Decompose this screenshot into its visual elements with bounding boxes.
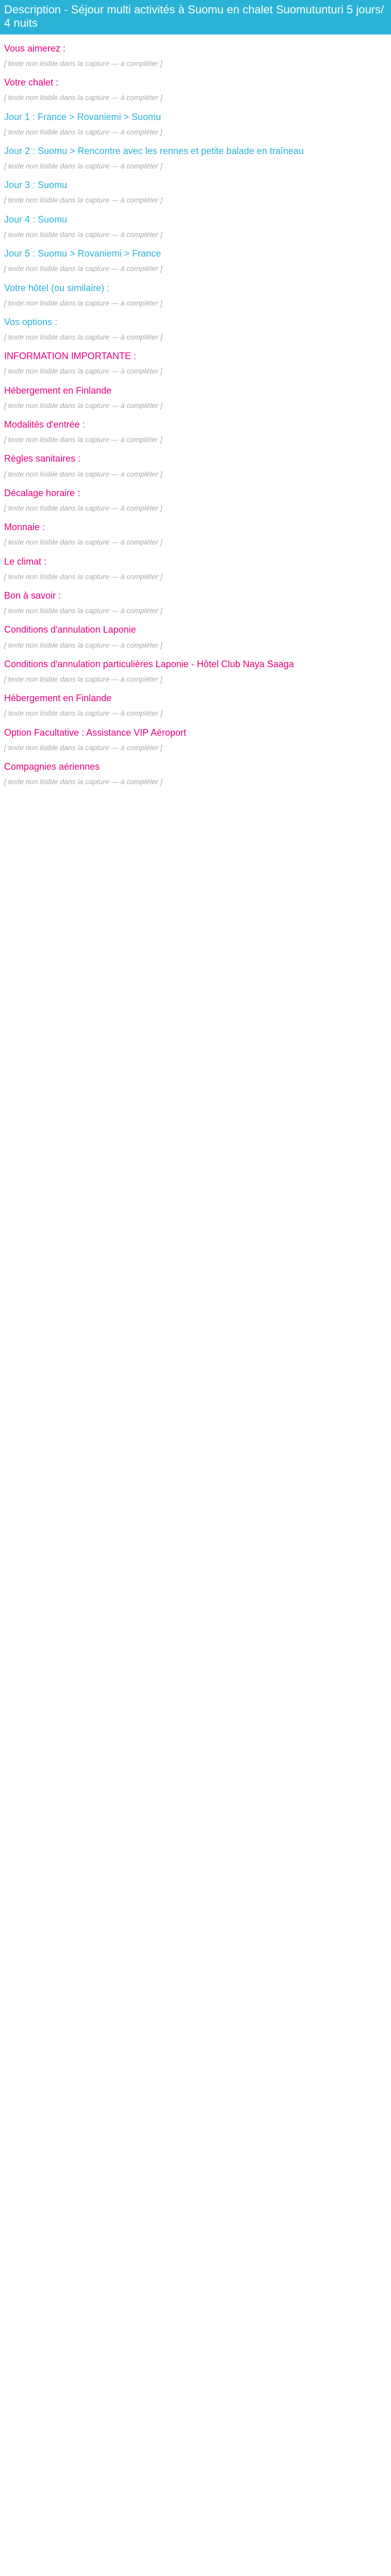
body-placeholder: [ texte non lisible dans la capture — à compléter ] xyxy=(4,264,162,273)
body-placeholder: [ texte non lisible dans la capture — à compléter ] xyxy=(4,93,162,102)
body-placeholder: [ texte non lisible dans la capture — à compléter ] xyxy=(4,298,162,307)
section xyxy=(0,144,391,171)
section xyxy=(0,452,391,479)
title-banner xyxy=(0,0,391,35)
body-placeholder: [ texte non lisible dans la capture — à compléter ] xyxy=(4,572,162,581)
section-heading: Jour 5 : Suomu > Rovaniemi > France xyxy=(4,248,161,259)
body-placeholder: [ texte non lisible dans la capture — à compléter ] xyxy=(4,640,162,649)
section xyxy=(0,349,391,376)
section xyxy=(0,315,391,342)
section xyxy=(0,760,391,787)
section xyxy=(0,657,391,684)
section xyxy=(0,384,391,411)
body-placeholder: [ texte non lisible dans la capture — à compléter ] xyxy=(4,503,162,512)
section-heading: Conditions d'annulation particulières Laponie - Hôtel Club Naya Saaga xyxy=(4,658,294,669)
body-placeholder: [ texte non lisible dans la capture — à compléter ] xyxy=(4,709,162,718)
body-placeholder: [ texte non lisible dans la capture — à compléter ] xyxy=(4,127,162,136)
body-placeholder: [ texte non lisible dans la capture — à compléter ] xyxy=(4,469,162,478)
body-placeholder: [ texte non lisible dans la capture — à compléter ] xyxy=(4,196,162,205)
section-heading: Hébergement en Finlande xyxy=(4,693,112,704)
section-heading: INFORMATION IMPORTANTE : xyxy=(4,351,136,362)
body-placeholder: [ texte non lisible dans la capture — à compléter ] xyxy=(4,333,162,341)
body-placeholder: [ texte non lisible dans la capture — à compléter ] xyxy=(4,162,162,171)
body-placeholder: [ texte non lisible dans la capture — à compléter ] xyxy=(4,777,162,786)
section-heading: Modalités d'entrée : xyxy=(4,419,85,430)
section-heading: Jour 1 : France > Rovaniemi > Suomu xyxy=(4,111,161,122)
section-heading: Votre chalet : xyxy=(4,77,59,88)
section xyxy=(0,42,391,69)
section-heading: Conditions d'annulation Laponie xyxy=(4,624,136,635)
section xyxy=(0,726,391,753)
section-heading: Jour 2 : Suomu > Rencontre avec les rennes et petite balade en traîneau xyxy=(4,145,304,156)
section-heading: Hébergement en Finlande xyxy=(4,385,112,396)
section xyxy=(0,213,391,240)
section-heading: Jour 3 : Suomu xyxy=(4,180,68,191)
section-heading: Règles sanitaires : xyxy=(4,453,81,464)
section xyxy=(0,520,391,547)
section xyxy=(0,76,391,103)
body-placeholder: [ texte non lisible dans la capture — à compléter ] xyxy=(4,367,162,376)
section-heading: Monnaie : xyxy=(4,522,45,533)
section xyxy=(0,623,391,650)
section xyxy=(0,486,391,513)
section xyxy=(0,418,391,445)
section-heading: Bon à savoir : xyxy=(4,590,61,601)
body-placeholder: [ texte non lisible dans la capture — à compléter ] xyxy=(4,59,162,67)
section-heading: Votre hôtel (ou similaire) : xyxy=(4,282,110,293)
page xyxy=(0,0,391,787)
body-placeholder: [ texte non lisible dans la capture — à compléter ] xyxy=(4,538,162,547)
section xyxy=(0,281,391,308)
section-heading: Le climat : xyxy=(4,556,47,567)
body-placeholder: [ texte non lisible dans la capture — à compléter ] xyxy=(4,401,162,410)
section xyxy=(0,589,391,616)
section xyxy=(0,247,391,274)
body-placeholder: [ texte non lisible dans la capture — à compléter ] xyxy=(4,230,162,239)
section xyxy=(0,178,391,205)
section xyxy=(0,110,391,137)
sections xyxy=(0,42,391,787)
section-heading: Jour 4 : Suomu xyxy=(4,214,68,225)
body-placeholder: [ texte non lisible dans la capture — à compléter ] xyxy=(4,435,162,444)
section-heading: Option Facultative : Assistance VIP Aéroport xyxy=(4,727,186,738)
body-placeholder: [ texte non lisible dans la capture — à compléter ] xyxy=(4,743,162,752)
page-title: Description - Séjour multi activités à Suomu en chalet Suomutunturi 5 jours/ 4 nuits xyxy=(4,3,384,30)
section-heading: Compagnies aériennes xyxy=(4,761,100,772)
section-heading: Décalage horaire : xyxy=(4,487,80,498)
section xyxy=(0,555,391,582)
section xyxy=(0,691,391,718)
section-heading: Vos options : xyxy=(4,316,58,327)
body-placeholder: [ texte non lisible dans la capture — à compléter ] xyxy=(4,606,162,615)
body-placeholder: [ texte non lisible dans la capture — à compléter ] xyxy=(4,674,162,683)
section-heading: Vous aimerez : xyxy=(4,43,66,54)
